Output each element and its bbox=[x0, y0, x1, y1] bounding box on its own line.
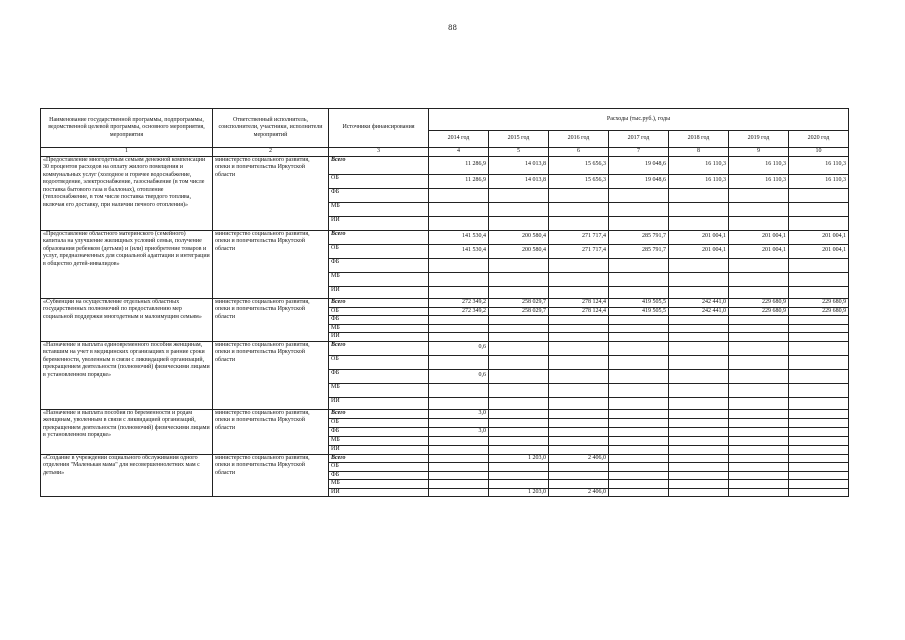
amount-cell bbox=[789, 286, 849, 298]
amount-cell: 272 349,2 bbox=[429, 298, 489, 307]
amount-cell bbox=[609, 202, 669, 216]
amount-cell bbox=[489, 316, 549, 325]
expenses-table bbox=[40, 108, 849, 497]
amount-cell bbox=[729, 188, 789, 202]
amount-cell: 141 530,4 bbox=[429, 230, 489, 244]
amount-cell: 2 406,0 bbox=[549, 454, 609, 463]
amount-cell bbox=[729, 397, 789, 409]
measure-name: «Субвенции на осуществление отдельных областных государственных полномочий по предоставлению мер социальной поддержки многодетным и малоимущим семьям» bbox=[41, 298, 213, 341]
column-index: 3 bbox=[329, 148, 429, 157]
funding-source: Всего bbox=[329, 454, 429, 463]
amount-cell: 19 048,6 bbox=[609, 156, 669, 174]
amount-cell bbox=[549, 471, 609, 480]
amount-cell bbox=[609, 480, 669, 489]
measure-name: «Назначение и выплата пособия по беременности и родам женщинам, уволенным в связи с ликвидацией организаций, прекращением деятельности (полномочий) физическими лицами в установленном порядке» bbox=[41, 409, 213, 454]
amount-cell bbox=[789, 272, 849, 286]
amount-cell bbox=[789, 409, 849, 418]
amount-cell bbox=[429, 383, 489, 397]
amount-cell: 1 203,0 bbox=[489, 488, 549, 497]
amount-cell bbox=[609, 324, 669, 333]
amount-cell bbox=[549, 463, 609, 472]
amount-cell bbox=[429, 216, 489, 230]
amount-cell bbox=[789, 397, 849, 409]
amount-cell bbox=[489, 445, 549, 454]
funding-source: ОБ bbox=[329, 174, 429, 188]
amount-cell bbox=[789, 445, 849, 454]
amount-cell bbox=[789, 480, 849, 489]
amount-cell: 271 717,4 bbox=[549, 230, 609, 244]
amount-cell bbox=[609, 355, 669, 369]
header-year: 2019 год bbox=[729, 131, 789, 148]
column-index: 10 bbox=[789, 148, 849, 157]
amount-cell bbox=[729, 463, 789, 472]
amount-cell bbox=[669, 463, 729, 472]
amount-cell: 229 680,9 bbox=[789, 298, 849, 307]
amount-cell bbox=[609, 216, 669, 230]
amount-cell bbox=[429, 397, 489, 409]
amount-cell: 141 530,4 bbox=[429, 244, 489, 258]
amount-cell: 278 124,4 bbox=[549, 307, 609, 316]
amount-cell bbox=[549, 258, 609, 272]
column-index: 1 bbox=[41, 148, 213, 157]
amount-cell: 3,0 bbox=[429, 409, 489, 418]
amount-cell: 11 286,9 bbox=[429, 174, 489, 188]
amount-cell: 229 680,9 bbox=[729, 298, 789, 307]
amount-cell: 201 004,1 bbox=[729, 230, 789, 244]
amount-cell: 16 110,3 bbox=[789, 174, 849, 188]
funding-source: ОБ bbox=[329, 307, 429, 316]
amount-cell bbox=[789, 341, 849, 355]
amount-cell bbox=[609, 488, 669, 497]
amount-cell bbox=[669, 216, 729, 230]
table-row bbox=[41, 298, 849, 307]
amount-cell bbox=[549, 355, 609, 369]
amount-cell bbox=[549, 286, 609, 298]
amount-cell bbox=[549, 188, 609, 202]
amount-cell bbox=[429, 488, 489, 497]
amount-cell bbox=[669, 258, 729, 272]
amount-cell bbox=[729, 324, 789, 333]
amount-cell bbox=[489, 324, 549, 333]
amount-cell: 229 680,9 bbox=[729, 307, 789, 316]
amount-cell bbox=[549, 418, 609, 427]
amount-cell: 201 004,1 bbox=[669, 230, 729, 244]
amount-cell: 229 680,9 bbox=[789, 307, 849, 316]
amount-cell bbox=[669, 202, 729, 216]
amount-cell bbox=[549, 341, 609, 355]
amount-cell bbox=[609, 409, 669, 418]
amount-cell: 285 791,7 bbox=[609, 230, 669, 244]
amount-cell: 242 441,0 bbox=[669, 298, 729, 307]
amount-cell bbox=[609, 383, 669, 397]
measure-name: «Создание в учреждении социального обслуживания одного отделения "Маленькая мама" для несовершеннолетних мам с детьми» bbox=[41, 454, 213, 497]
amount-cell: 201 004,1 bbox=[789, 230, 849, 244]
amount-cell bbox=[549, 445, 609, 454]
amount-cell bbox=[489, 397, 549, 409]
amount-cell bbox=[729, 258, 789, 272]
amount-cell: 15 656,3 bbox=[549, 174, 609, 188]
amount-cell bbox=[669, 316, 729, 325]
amount-cell bbox=[429, 454, 489, 463]
amount-cell bbox=[789, 316, 849, 325]
amount-cell: 272 349,2 bbox=[429, 307, 489, 316]
amount-cell bbox=[549, 369, 609, 383]
amount-cell bbox=[609, 333, 669, 342]
amount-cell bbox=[729, 383, 789, 397]
amount-cell bbox=[729, 355, 789, 369]
amount-cell bbox=[729, 409, 789, 418]
header-year: 2017 год bbox=[609, 131, 669, 148]
amount-cell bbox=[669, 341, 729, 355]
amount-cell bbox=[429, 202, 489, 216]
amount-cell bbox=[729, 445, 789, 454]
amount-cell bbox=[549, 409, 609, 418]
amount-cell bbox=[789, 436, 849, 445]
amount-cell bbox=[789, 369, 849, 383]
amount-cell bbox=[669, 488, 729, 497]
amount-cell bbox=[789, 471, 849, 480]
header-program: Наименование государственной программы, подпрограммы, ведомственной целевой программы, основного мероприятия, мероприятия bbox=[41, 109, 213, 148]
header-year: 2015 год bbox=[489, 131, 549, 148]
amount-cell bbox=[429, 480, 489, 489]
table-row bbox=[41, 409, 849, 418]
amount-cell bbox=[789, 463, 849, 472]
amount-cell bbox=[729, 454, 789, 463]
amount-cell bbox=[609, 436, 669, 445]
amount-cell bbox=[729, 488, 789, 497]
amount-cell bbox=[549, 272, 609, 286]
amount-cell bbox=[429, 445, 489, 454]
header-year: 2018 год bbox=[669, 131, 729, 148]
measure-name: «Предоставление многодетным семьям денежной компенсации 30 процентов расходов на оплату жилого помещения и коммунальных услуг (холодное и горячее водоснабжение, водоотведение, электроснабжение, газоснабжение (в том числе поставка бытового газа в баллонах), отопление (теплоснабжение, в том числе поставка твердого топлива, включая его доставку, при наличии печного отопления)» bbox=[41, 156, 213, 230]
funding-source: ИИ bbox=[329, 445, 429, 454]
column-index: 6 bbox=[549, 148, 609, 157]
funding-source: МБ bbox=[329, 480, 429, 489]
funding-source: ИИ bbox=[329, 286, 429, 298]
amount-cell bbox=[789, 258, 849, 272]
amount-cell bbox=[669, 454, 729, 463]
amount-cell bbox=[789, 333, 849, 342]
amount-cell: 2 406,0 bbox=[549, 488, 609, 497]
funding-source: Всего bbox=[329, 298, 429, 307]
amount-cell bbox=[789, 427, 849, 436]
amount-cell bbox=[669, 188, 729, 202]
amount-cell bbox=[429, 436, 489, 445]
amount-cell bbox=[489, 418, 549, 427]
amount-cell: 0,6 bbox=[429, 369, 489, 383]
amount-cell bbox=[729, 480, 789, 489]
amount-cell bbox=[489, 471, 549, 480]
amount-cell bbox=[789, 488, 849, 497]
amount-cell: 16 110,3 bbox=[729, 174, 789, 188]
funding-source: МБ bbox=[329, 324, 429, 333]
measure-executor: министерство социального развития, опеки и попечительства Иркутской области bbox=[213, 409, 329, 454]
amount-cell bbox=[729, 202, 789, 216]
amount-cell bbox=[729, 272, 789, 286]
amount-cell bbox=[429, 418, 489, 427]
amount-cell bbox=[729, 471, 789, 480]
amount-cell bbox=[729, 436, 789, 445]
amount-cell: 19 048,6 bbox=[609, 174, 669, 188]
amount-cell: 200 580,4 bbox=[489, 230, 549, 244]
column-index: 5 bbox=[489, 148, 549, 157]
amount-cell: 258 029,7 bbox=[489, 298, 549, 307]
column-index: 7 bbox=[609, 148, 669, 157]
funding-source: ИИ bbox=[329, 333, 429, 342]
amount-cell bbox=[429, 188, 489, 202]
amount-cell bbox=[549, 480, 609, 489]
funding-source: ОБ bbox=[329, 418, 429, 427]
header-executor: Ответственный исполнитель, соисполнители, участники, исполнители мероприятий bbox=[213, 109, 329, 148]
amount-cell: 11 286,9 bbox=[429, 156, 489, 174]
amount-cell bbox=[609, 369, 669, 383]
amount-cell bbox=[669, 286, 729, 298]
amount-cell: 0,6 bbox=[429, 341, 489, 355]
amount-cell bbox=[669, 409, 729, 418]
amount-cell bbox=[429, 355, 489, 369]
amount-cell bbox=[609, 463, 669, 472]
amount-cell bbox=[489, 202, 549, 216]
amount-cell bbox=[549, 427, 609, 436]
measure-executor: министерство социального развития, опеки и попечительства Иркутской области bbox=[213, 298, 329, 341]
amount-cell: 16 110,3 bbox=[729, 156, 789, 174]
amount-cell bbox=[669, 383, 729, 397]
amount-cell: 16 110,3 bbox=[669, 174, 729, 188]
amount-cell bbox=[609, 272, 669, 286]
amount-cell: 14 013,8 bbox=[489, 174, 549, 188]
amount-cell bbox=[609, 188, 669, 202]
amount-cell bbox=[429, 272, 489, 286]
table-row bbox=[41, 156, 849, 174]
amount-cell bbox=[609, 397, 669, 409]
amount-cell bbox=[669, 480, 729, 489]
amount-cell bbox=[789, 202, 849, 216]
amount-cell: 16 110,3 bbox=[669, 156, 729, 174]
amount-cell bbox=[549, 316, 609, 325]
amount-cell: 201 004,1 bbox=[789, 244, 849, 258]
header-year: 2020 год bbox=[789, 131, 849, 148]
amount-cell bbox=[789, 324, 849, 333]
amount-cell bbox=[789, 188, 849, 202]
amount-cell bbox=[489, 341, 549, 355]
amount-cell bbox=[609, 418, 669, 427]
amount-cell: 1 203,0 bbox=[489, 454, 549, 463]
amount-cell bbox=[789, 355, 849, 369]
funding-source: Всего bbox=[329, 409, 429, 418]
funding-source: Всего bbox=[329, 341, 429, 355]
funding-source: ФБ bbox=[329, 427, 429, 436]
amount-cell: 285 791,7 bbox=[609, 244, 669, 258]
amount-cell bbox=[609, 427, 669, 436]
funding-source: МБ bbox=[329, 272, 429, 286]
amount-cell bbox=[489, 355, 549, 369]
amount-cell bbox=[549, 333, 609, 342]
amount-cell bbox=[729, 316, 789, 325]
funding-source: ФБ bbox=[329, 369, 429, 383]
amount-cell bbox=[609, 286, 669, 298]
amount-cell bbox=[609, 316, 669, 325]
amount-cell bbox=[729, 341, 789, 355]
amount-cell bbox=[669, 397, 729, 409]
amount-cell bbox=[489, 436, 549, 445]
amount-cell bbox=[549, 383, 609, 397]
measure-name: «Назначение и выплата единовременного пособия женщинам, вставшим на учет в медицинских организациях в ранние сроки беременности, уволенным в связи с ликвидацией организаций, прекращением деятельности (полномочий) физическими лицами в установленном порядке» bbox=[41, 341, 213, 409]
amount-cell: 200 580,4 bbox=[489, 244, 549, 258]
header-funding: Источники финансирования bbox=[329, 109, 429, 148]
amount-cell bbox=[729, 333, 789, 342]
amount-cell bbox=[549, 397, 609, 409]
funding-source: ИИ bbox=[329, 397, 429, 409]
amount-cell bbox=[489, 427, 549, 436]
amount-cell bbox=[489, 409, 549, 418]
amount-cell bbox=[429, 316, 489, 325]
amount-cell bbox=[489, 188, 549, 202]
amount-cell bbox=[429, 333, 489, 342]
amount-cell bbox=[429, 471, 489, 480]
funding-source: ОБ bbox=[329, 463, 429, 472]
amount-cell bbox=[489, 383, 549, 397]
amount-cell bbox=[609, 454, 669, 463]
table-row bbox=[41, 341, 849, 355]
amount-cell bbox=[729, 216, 789, 230]
amount-cell bbox=[789, 454, 849, 463]
measure-executor: министерство социального развития, опеки и попечительства Иркутской области bbox=[213, 341, 329, 409]
table-row bbox=[41, 230, 849, 244]
amount-cell bbox=[549, 436, 609, 445]
amount-cell: 419 505,5 bbox=[609, 298, 669, 307]
amount-cell bbox=[489, 272, 549, 286]
amount-cell bbox=[489, 480, 549, 489]
table-row bbox=[41, 454, 849, 463]
funding-source: ИИ bbox=[329, 216, 429, 230]
funding-source: Всего bbox=[329, 230, 429, 244]
amount-cell: 14 013,8 bbox=[489, 156, 549, 174]
amount-cell bbox=[669, 333, 729, 342]
amount-cell bbox=[609, 341, 669, 355]
column-index: 2 bbox=[213, 148, 329, 157]
funding-source: МБ bbox=[329, 436, 429, 445]
header-year: 2014 год bbox=[429, 131, 489, 148]
amount-cell bbox=[729, 418, 789, 427]
column-index: 4 bbox=[429, 148, 489, 157]
amount-cell bbox=[669, 436, 729, 445]
amount-cell bbox=[669, 427, 729, 436]
amount-cell bbox=[609, 471, 669, 480]
header-expenses: Расходы (тыс.руб.), годы bbox=[429, 109, 849, 131]
amount-cell bbox=[489, 463, 549, 472]
amount-cell: 201 004,1 bbox=[729, 244, 789, 258]
funding-source: ИИ bbox=[329, 488, 429, 497]
amount-cell bbox=[789, 216, 849, 230]
amount-cell bbox=[729, 427, 789, 436]
amount-cell: 258 029,7 bbox=[489, 307, 549, 316]
funding-source: МБ bbox=[329, 202, 429, 216]
funding-source: Всего bbox=[329, 156, 429, 174]
amount-cell bbox=[489, 216, 549, 230]
amount-cell bbox=[669, 369, 729, 383]
amount-cell bbox=[549, 324, 609, 333]
amount-cell bbox=[429, 324, 489, 333]
amount-cell bbox=[489, 369, 549, 383]
amount-cell bbox=[789, 418, 849, 427]
amount-cell: 201 004,1 bbox=[669, 244, 729, 258]
amount-cell: 16 110,3 bbox=[789, 156, 849, 174]
amount-cell bbox=[429, 258, 489, 272]
amount-cell bbox=[669, 355, 729, 369]
amount-cell bbox=[729, 286, 789, 298]
amount-cell: 15 656,3 bbox=[549, 156, 609, 174]
amount-cell: 242 441,0 bbox=[669, 307, 729, 316]
amount-cell bbox=[489, 258, 549, 272]
funding-source: ОБ bbox=[329, 244, 429, 258]
funding-source: ОБ bbox=[329, 355, 429, 369]
amount-cell bbox=[669, 471, 729, 480]
amount-cell bbox=[549, 202, 609, 216]
amount-cell bbox=[609, 258, 669, 272]
measure-executor: министерство социального развития, опеки и попечительства Иркутской области bbox=[213, 156, 329, 230]
amount-cell: 271 717,4 bbox=[549, 244, 609, 258]
column-index: 8 bbox=[669, 148, 729, 157]
amount-cell bbox=[789, 383, 849, 397]
amount-cell bbox=[669, 445, 729, 454]
page-number: 88 bbox=[448, 24, 457, 32]
amount-cell bbox=[489, 333, 549, 342]
measure-executor: министерство социального развития, опеки и попечительства Иркутской области bbox=[213, 454, 329, 497]
column-index: 9 bbox=[729, 148, 789, 157]
amount-cell bbox=[729, 369, 789, 383]
funding-source: МБ bbox=[329, 383, 429, 397]
header-year: 2016 год bbox=[549, 131, 609, 148]
amount-cell bbox=[669, 324, 729, 333]
funding-source: ФБ bbox=[329, 316, 429, 325]
amount-cell bbox=[489, 286, 549, 298]
amount-cell bbox=[429, 286, 489, 298]
amount-cell bbox=[669, 418, 729, 427]
amount-cell bbox=[429, 463, 489, 472]
amount-cell: 419 505,5 bbox=[609, 307, 669, 316]
amount-cell bbox=[549, 216, 609, 230]
funding-source: ФБ bbox=[329, 258, 429, 272]
funding-source: ФБ bbox=[329, 471, 429, 480]
amount-cell bbox=[669, 272, 729, 286]
amount-cell: 278 124,4 bbox=[549, 298, 609, 307]
amount-cell: 3,0 bbox=[429, 427, 489, 436]
measure-name: «Предоставление областного материнского (семейного) капитала на улучшение жилищных условий семьи, получение образования ребенком (детьми) и (или) приобретение товаров и услуг, предназначенных для социальной адаптации и интеграции в общество детей-инвалидов» bbox=[41, 230, 213, 298]
funding-source: ФБ bbox=[329, 188, 429, 202]
amount-cell bbox=[609, 445, 669, 454]
measure-executor: министерство социального развития, опеки и попечительства Иркутской области bbox=[213, 230, 329, 298]
